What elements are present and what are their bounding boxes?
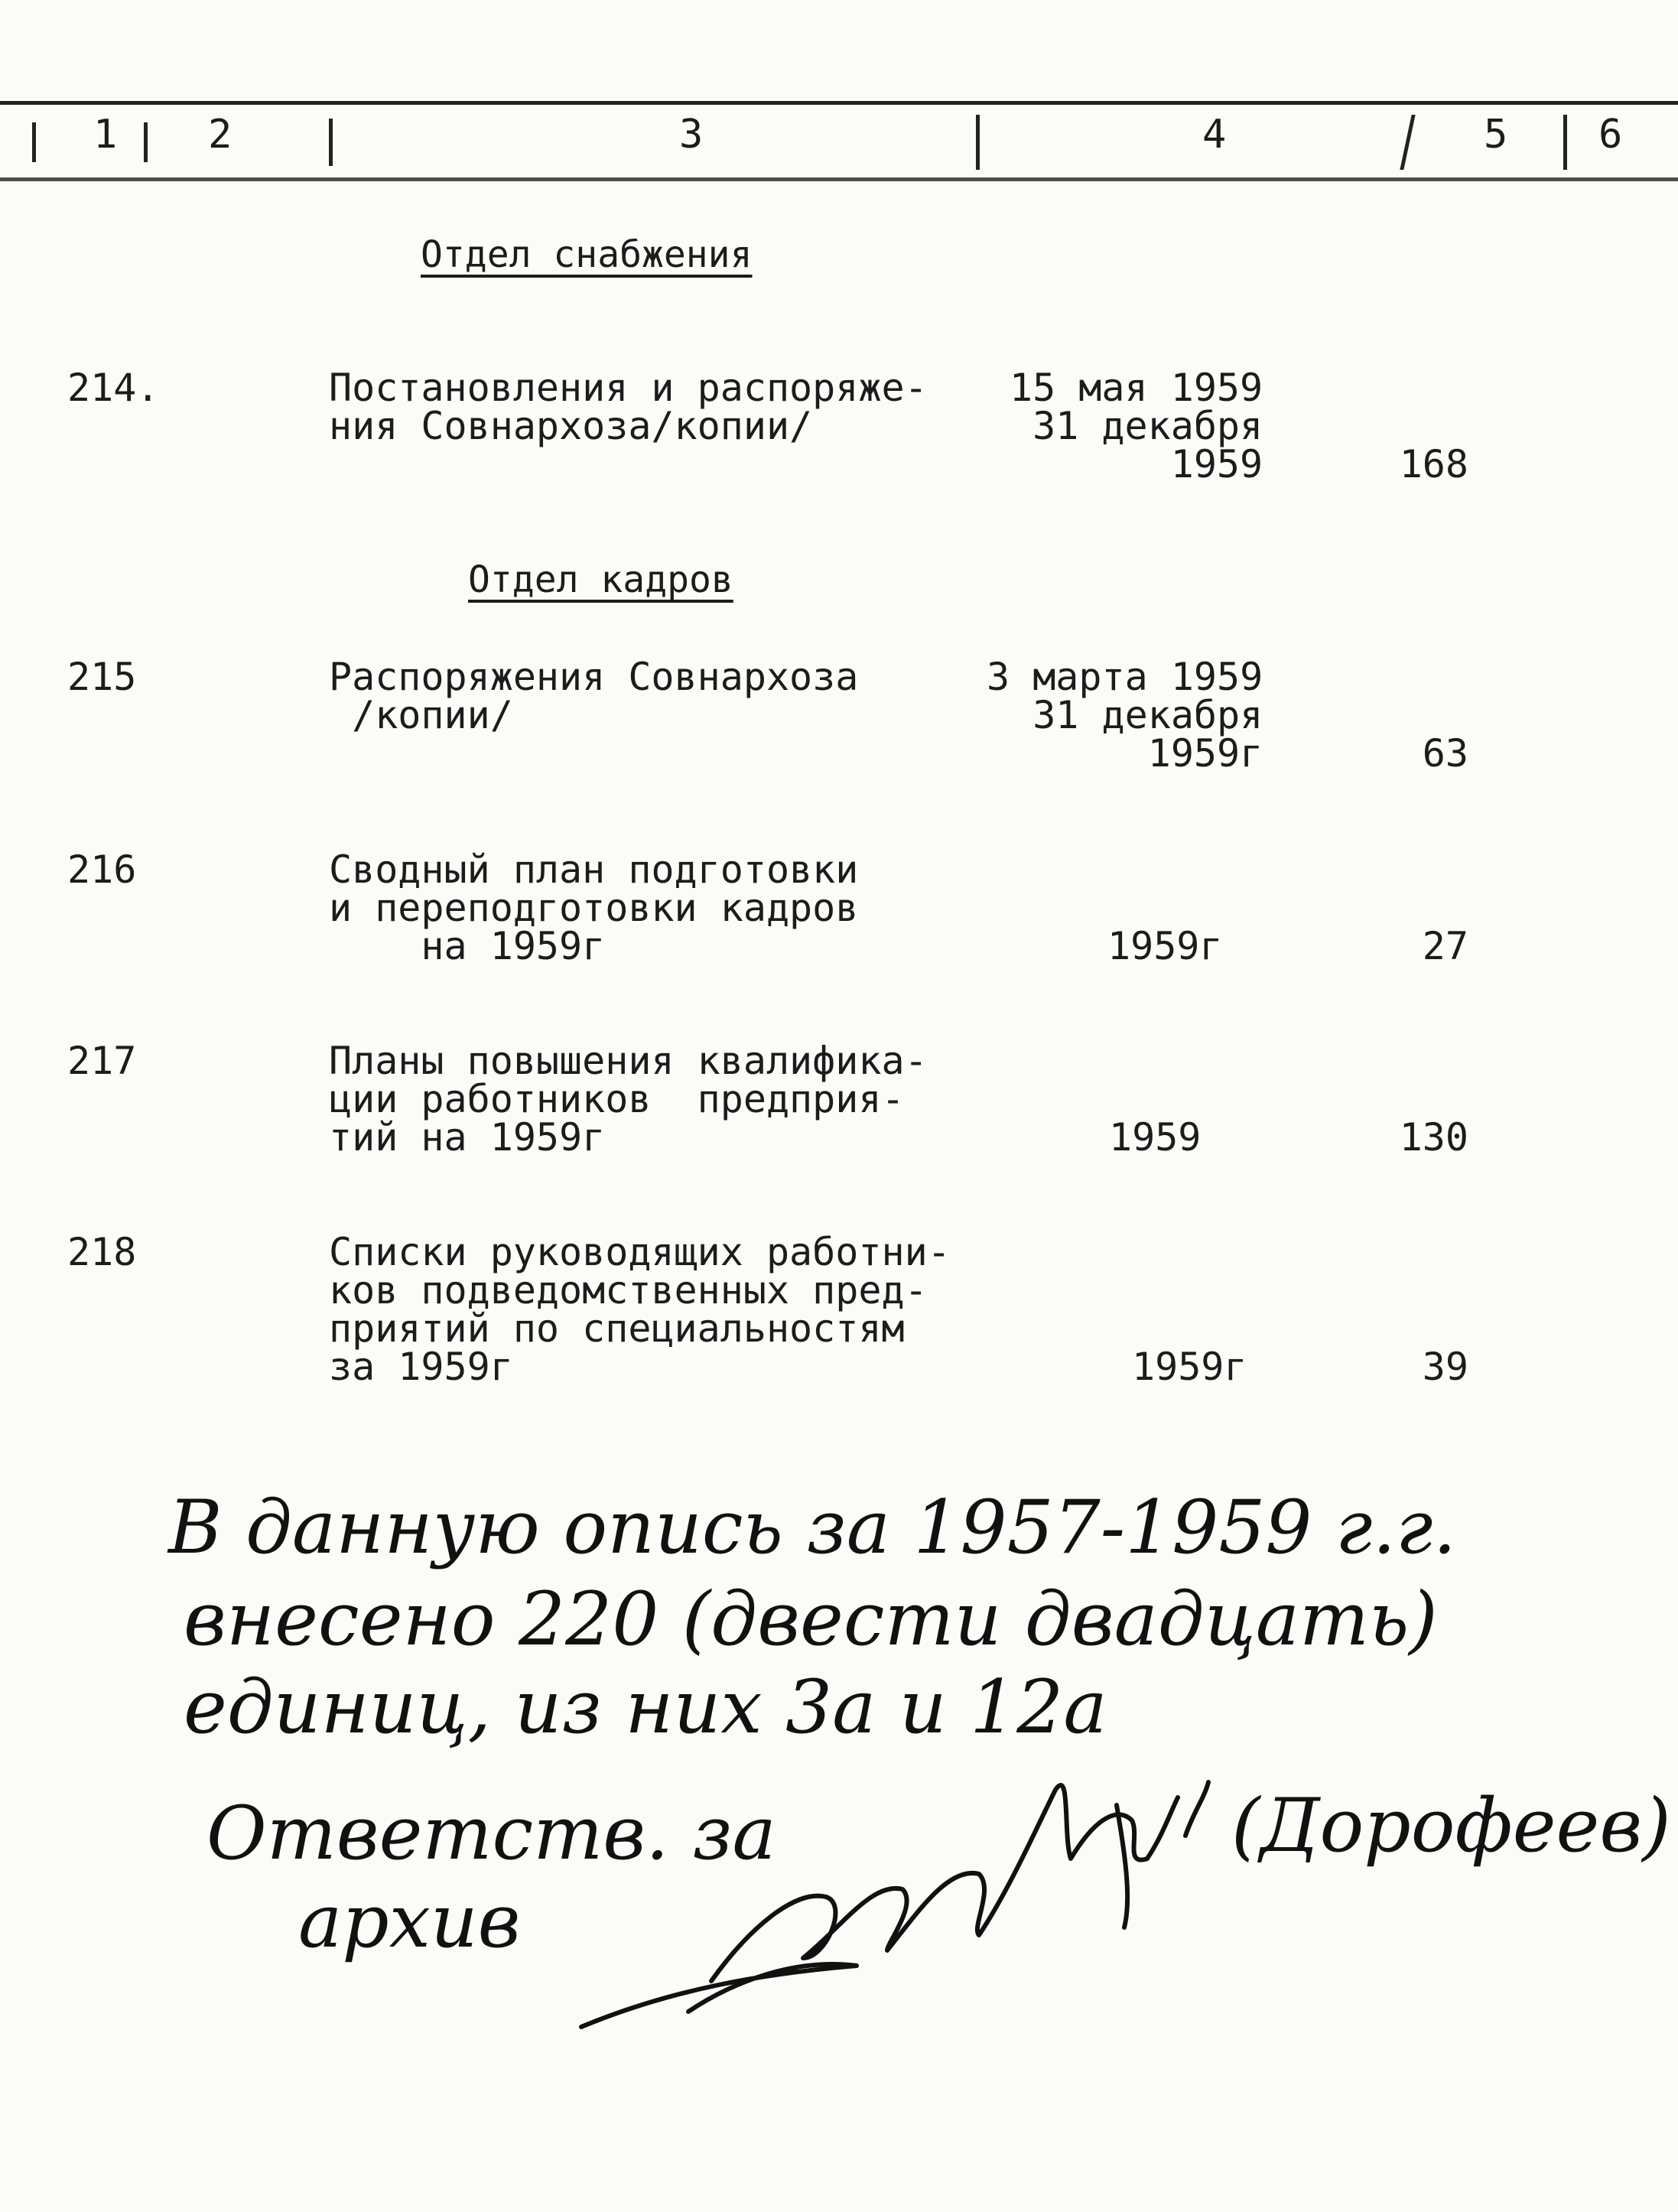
signatory-role: Ответств. за [206, 1791, 776, 1876]
item-number: 216 [67, 847, 137, 892]
item-sheet-count: 168 [1399, 442, 1468, 486]
signatory-role: архив [298, 1879, 521, 1964]
handwritten-note-line: внесено 220 (двести двадцать) [184, 1576, 1438, 1662]
item-sheet-count: 130 [1399, 1115, 1468, 1160]
item-sheet-count: 27 [1422, 924, 1468, 968]
item-title: Сводный план подготовки и переподготовки кадров на 1959г [329, 847, 859, 968]
item-dates: 15 мая 1959 31 декабря 1959 [1010, 366, 1263, 486]
handwritten-note-line: единиц, из них 3а и 12а [184, 1664, 1107, 1750]
item-title: Списки руководящих работни- ков подведомственных пред- приятий по специальностям за 1959г [329, 1230, 951, 1389]
column-number: 2 [208, 112, 233, 158]
item-number: 214. [67, 366, 160, 410]
signatory-name: (Дорофеев) [1231, 1783, 1671, 1869]
item-number: 215 [67, 655, 137, 699]
item-title: Планы повышения квалифика- ции работников предприя- тий на 1959г [329, 1039, 928, 1160]
handwritten-note-line: В данную опись за 1957-1959 г.г. [168, 1485, 1457, 1570]
item-dates: 1959г [1107, 924, 1223, 968]
column-number: 6 [1598, 112, 1623, 158]
item-number: 217 [67, 1039, 137, 1083]
section-title: Отдел снабжения [421, 233, 753, 276]
column-number: 4 [1202, 112, 1227, 158]
item-dates: 3 марта 1959 31 декабря 1959г [987, 655, 1263, 776]
item-title: Распоряжения Совнархоза /копии/ [329, 655, 859, 737]
section-title: Отдел кадров [468, 558, 733, 601]
column-number: 5 [1484, 112, 1508, 158]
item-sheet-count: 39 [1422, 1345, 1468, 1389]
item-dates: 1959 [1109, 1115, 1202, 1160]
column-number: 3 [679, 112, 704, 158]
column-number: 1 [93, 112, 118, 158]
item-number: 218 [67, 1230, 137, 1274]
item-title: Постановления и распоряже- ния Совнархоза/копии/ [329, 366, 928, 448]
item-sheet-count: 63 [1422, 731, 1468, 776]
item-dates: 1959г [1132, 1345, 1247, 1389]
